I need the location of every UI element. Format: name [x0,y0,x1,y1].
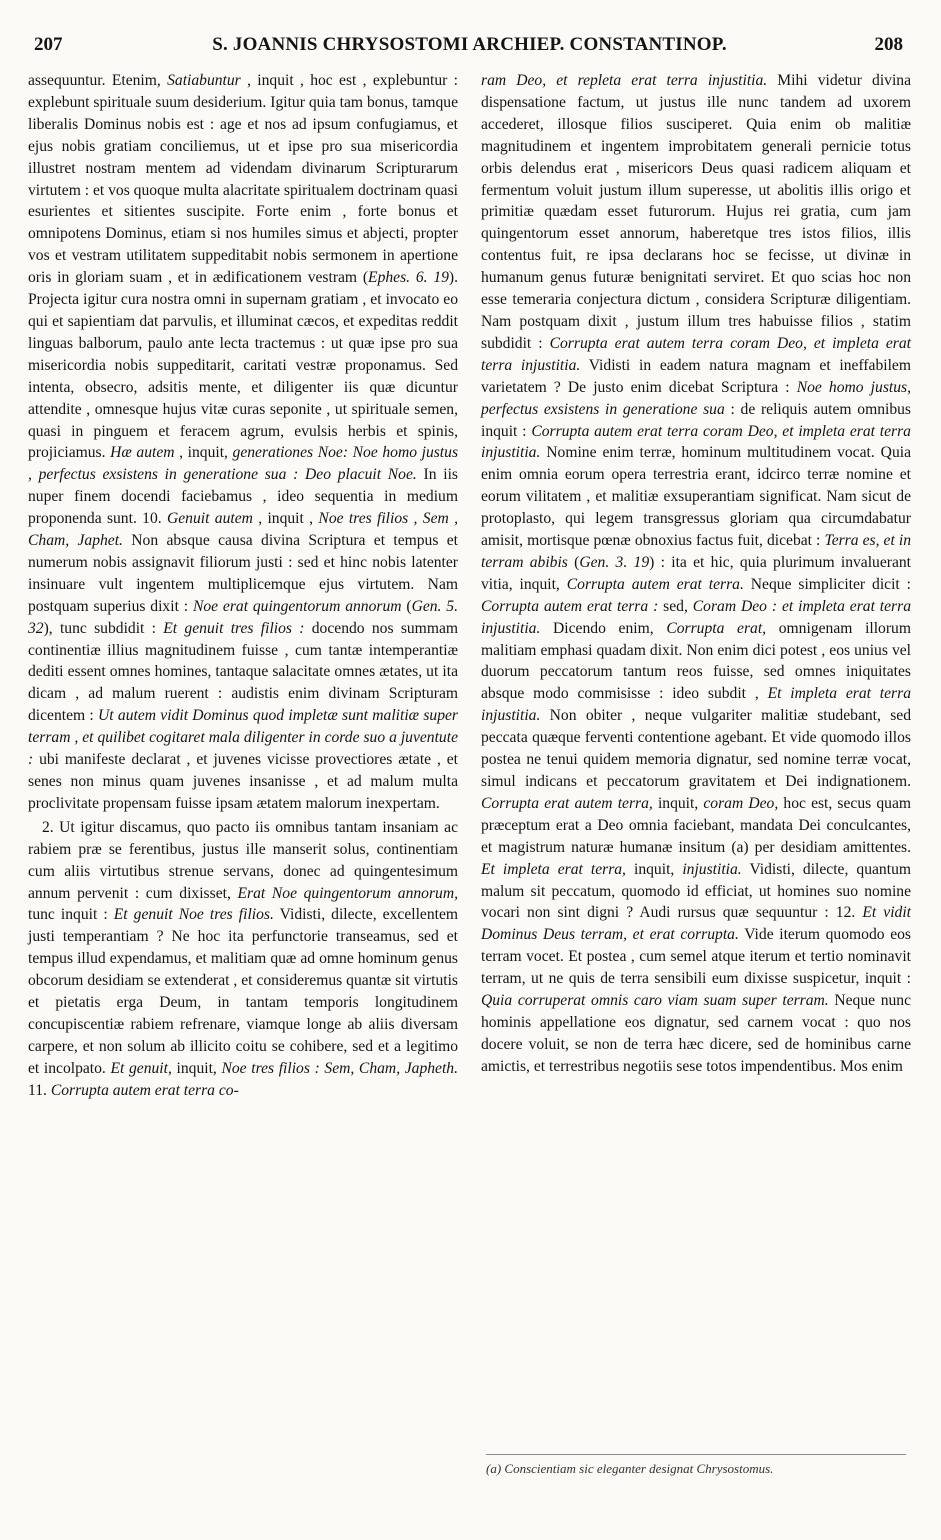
text-columns [28,70,911,1102]
paragraph: 2. Ut igitur discamus, quo pacto iis omnibus tantam insaniam ac rabiem præ se ferentibus, justus ille manserit solus, continentiam cum aliis virtutibus strenue servans, donec ad quingentesimum annum pervenit : cum dixisset, Erat Noe quingentorum annorum, tunc inquit : Et genuit Noe tres filios. Vidisti, dilecte, excellentem justi temperantiam ? Ne hoc ita perfunctorie transeamus, sed et tempus illud expendamus, et malitiam quæ ad omne hominum genus obcorum desidiam se extenderat , et consideremus quantæ sit virtutis et pietatis erga Deum, in tantam temporis longitudinem concupiscentiæ rabiem refrenare, viamque longe ab aliis diversam carpere, et non solum ab illicito coitu se cohibere, sed et a legitimo et incolpato. Et genuit, inquit, Noe tres filios : Sem, Cham, Japheth. 11. Corrupta autem erat terra co- [28,818,459,1099]
left-column [28,70,458,1102]
paragraph: ram Deo, et repleta erat terra injustitia. Mihi videtur divina dispensatione factum, ut justus ille nunc tandem ad uxorem accederet, illosque filios susciperet. Quia enim ob malitiæ magnitudinem et ingentem improbitatem generali pernicie totus orbis delendus erat , misericors Deus quasi radicem aliquam et fermentum voluit justum illum superesse, ut abolitis illis origo et primitiæ quædam esset futurorum. Hujus rei gratia, cum jam quingentorum esset annorum, haberetque tres istos filios, illis contentus fuit, re ipsa declarans hoc se fecisse, ut divinæ in humanum genus futuræ benignitati serviret. Et quo scias hoc non esse temeraria conjectura dictum , considera Scripturæ diligentiam. Nam postquam dixit , justum illum tres habuisse filios , statim subdidit : Corrupta erat autem terra coram Deo, et impleta erat terra injustitia. Vidisti in eadem natura magnam et ineffabilem varietatem ? De justo enim dicebat Scriptura : Noe homo justus, perfectus exsistens in generatione sua : de reliquis autem omnibus inquit : Corrupta autem erat terra coram Deo, et impleta erat terra injustitia. Nomine enim terræ, hominum multitudinem vocat. Quia enim omnia eorum opera terrestria erant, idcirco terræ nomine et eorum vilitatem , et malitiæ exsuperantiam significat. Nam sicut de protoplasto, qui legem transgressus gloriam qua circumdabatur amisit, mortisque pœnæ obnoxius factus fuit, dicebat : Terra es, et in terram abibis (Gen. 3. 19) : ita et hic, quia plurimum invaluerant vitia, inquit, Corrupta autem erat terra. Neque simpliciter dicit : Corrupta autem erat terra : sed, Coram Deo : et impleta erat terra injustitia. Dicendo enim, Corrupta erat, omnigenam illorum malitiam emphasi quadam dixit. Non enim dici potest , eos unius vel duorum peccatorum tantum reos fuisse, sed omnes iniquitates absque modo commisisse : ideo subdit , Et impleta erat terra injustitia. Non obiter , neque vulgariter malitiæ studebant, sed peccata quæque ferventi contentione agebant. Et vide quomodo illos postea ne tenui quidem memoria dignatur, sed nomine terræ vocat, simul indicans et peccatorum gravitatem et Dei indignationem. Corrupta erat autem terra, inquit, coram Deo, hoc est, secus quam præceptum erat a Deo omnia faciebant, mandata Dei conculcantes, et magistrum naturæ humanæ insitum (a) per desidiam amittentes. Et impleta erat terra, inquit, injustitia. Vidisti, dilecte, quantum malum sit peccatum, quomodo id efficiat, ut homines suo nomine vocari non sint digni ? Audi rursus quæ sequuntur : 12. Et vidit Dominus Deus terram, et erat corrupta. Vide iterum quomodo eos terram vocet. Et postea , cum semel atque iterum et tertio nominavit terram, ut ne quis de terra sensibili eum dixisse suspicetur, inquit : Quia corruperat omnis caro viam suam super terram. Neque nunc hominis appellatione eos dignatur, sed carnem vocat : quo nos docere voluit, se non de terra hæc dicere, sed de hominibus carne amictis, et terrestribus negotiis sese totos impendentibus. Mos enim [481,72,912,1075]
footnote: (a) Conscientiam sic eleganter designat Chrysostomus. [486,1461,774,1476]
footnote-rule [486,1454,906,1455]
running-title: S. JOANNIS CHRYSOSTOMI ARCHIEP. CONSTANTINOP. [212,34,727,55]
page-number-right: 208 [874,34,903,55]
paragraph: assequuntur. Etenim, Satiabuntur , inquit , hoc est , explebuntur : explebunt spirituale suum desiderium. Igitur quia tam bonus, tamque liberalis Dominus nobis est : age et nos ad ipsum confugiamus, et ejus nobis gratiam conciliemus, ut et ipse pro sua misericordia illustret nostram mentem ad videndam divinarum Scripturarum virtutem : et vos quoque multa alacritate spiritualem doctrinam quasi esurientes et sitientes suscipite. Forte enim , forte bonus et omnipotens Dominus, etiam si nos humiles simus et abjecti, propter vos et vestram utilitatem suppeditabit nobis sermonem in apertione oris in gloriam suam , et in ædificationem vestram (Ephes. 6. 19). Projecta igitur cura nostra omni in supernam gratiam , et invocato eo qui et sapientiam dat parvulis, et illuminat cæcos, et expeditas reddit linguas balborum, paulo ante lecta tractemus : ut quæ ipse pro sua misericordia nobis suppeditarit, caritati vestræ proponamus. Sed intenta, obsecro, adsitis mente, et diligenter iis quæ dicuntur attendite , omnesque hujus vitæ curas seponite , ut spirituale semen, quasi in pinguem et feracem agrum, evulsis herbis et spinis, projiciamus. Hæ autem , inquit, generationes Noe: Noe homo justus , perfectus exsistens in generatione sua : Deo placuit Noe. In iis nuper finem docendi faciebamus , ideo sequentia in medium proponenda sunt. 10. Genuit autem , inquit , Noe tres filios , Sem , Cham, Japhet. Non absque causa divina Scriptura et tempus et numerum nobis assignavit filiorum justi : sed et hinc nobis latenter insinuare vult ingentem multiplicemque ejus virtutem. Nam postquam superius dixit : Noe erat quingentorum annorum (Gen. 5. 32), tunc subdidit : Et genuit tres filios : docendo nos summam continentiæ illius magnitudinem fuisse , cum tantæ intemperantiæ dediti essent omnes homines, tantaque salacitate omnes ætates, ut ita dicam , ad malum ruerent : audistis enim divinam Scripturam dicentem : Ut autem vidit Dominus quod impletæ sunt malitiæ super terram , et quilibet cogitaret mala diligenter in corde suo a juventute : ubi manifeste declarat , et juvenes vicisse provectiores ætate , et senes non minus quam juvenes insanisse , et ad malum multa proclivitate propensam fuisse ipsam ætatem malorum inexpertam. [28,72,459,812]
page-number-left: 207 [34,34,63,55]
running-header [28,30,911,54]
right-column [481,70,911,1102]
